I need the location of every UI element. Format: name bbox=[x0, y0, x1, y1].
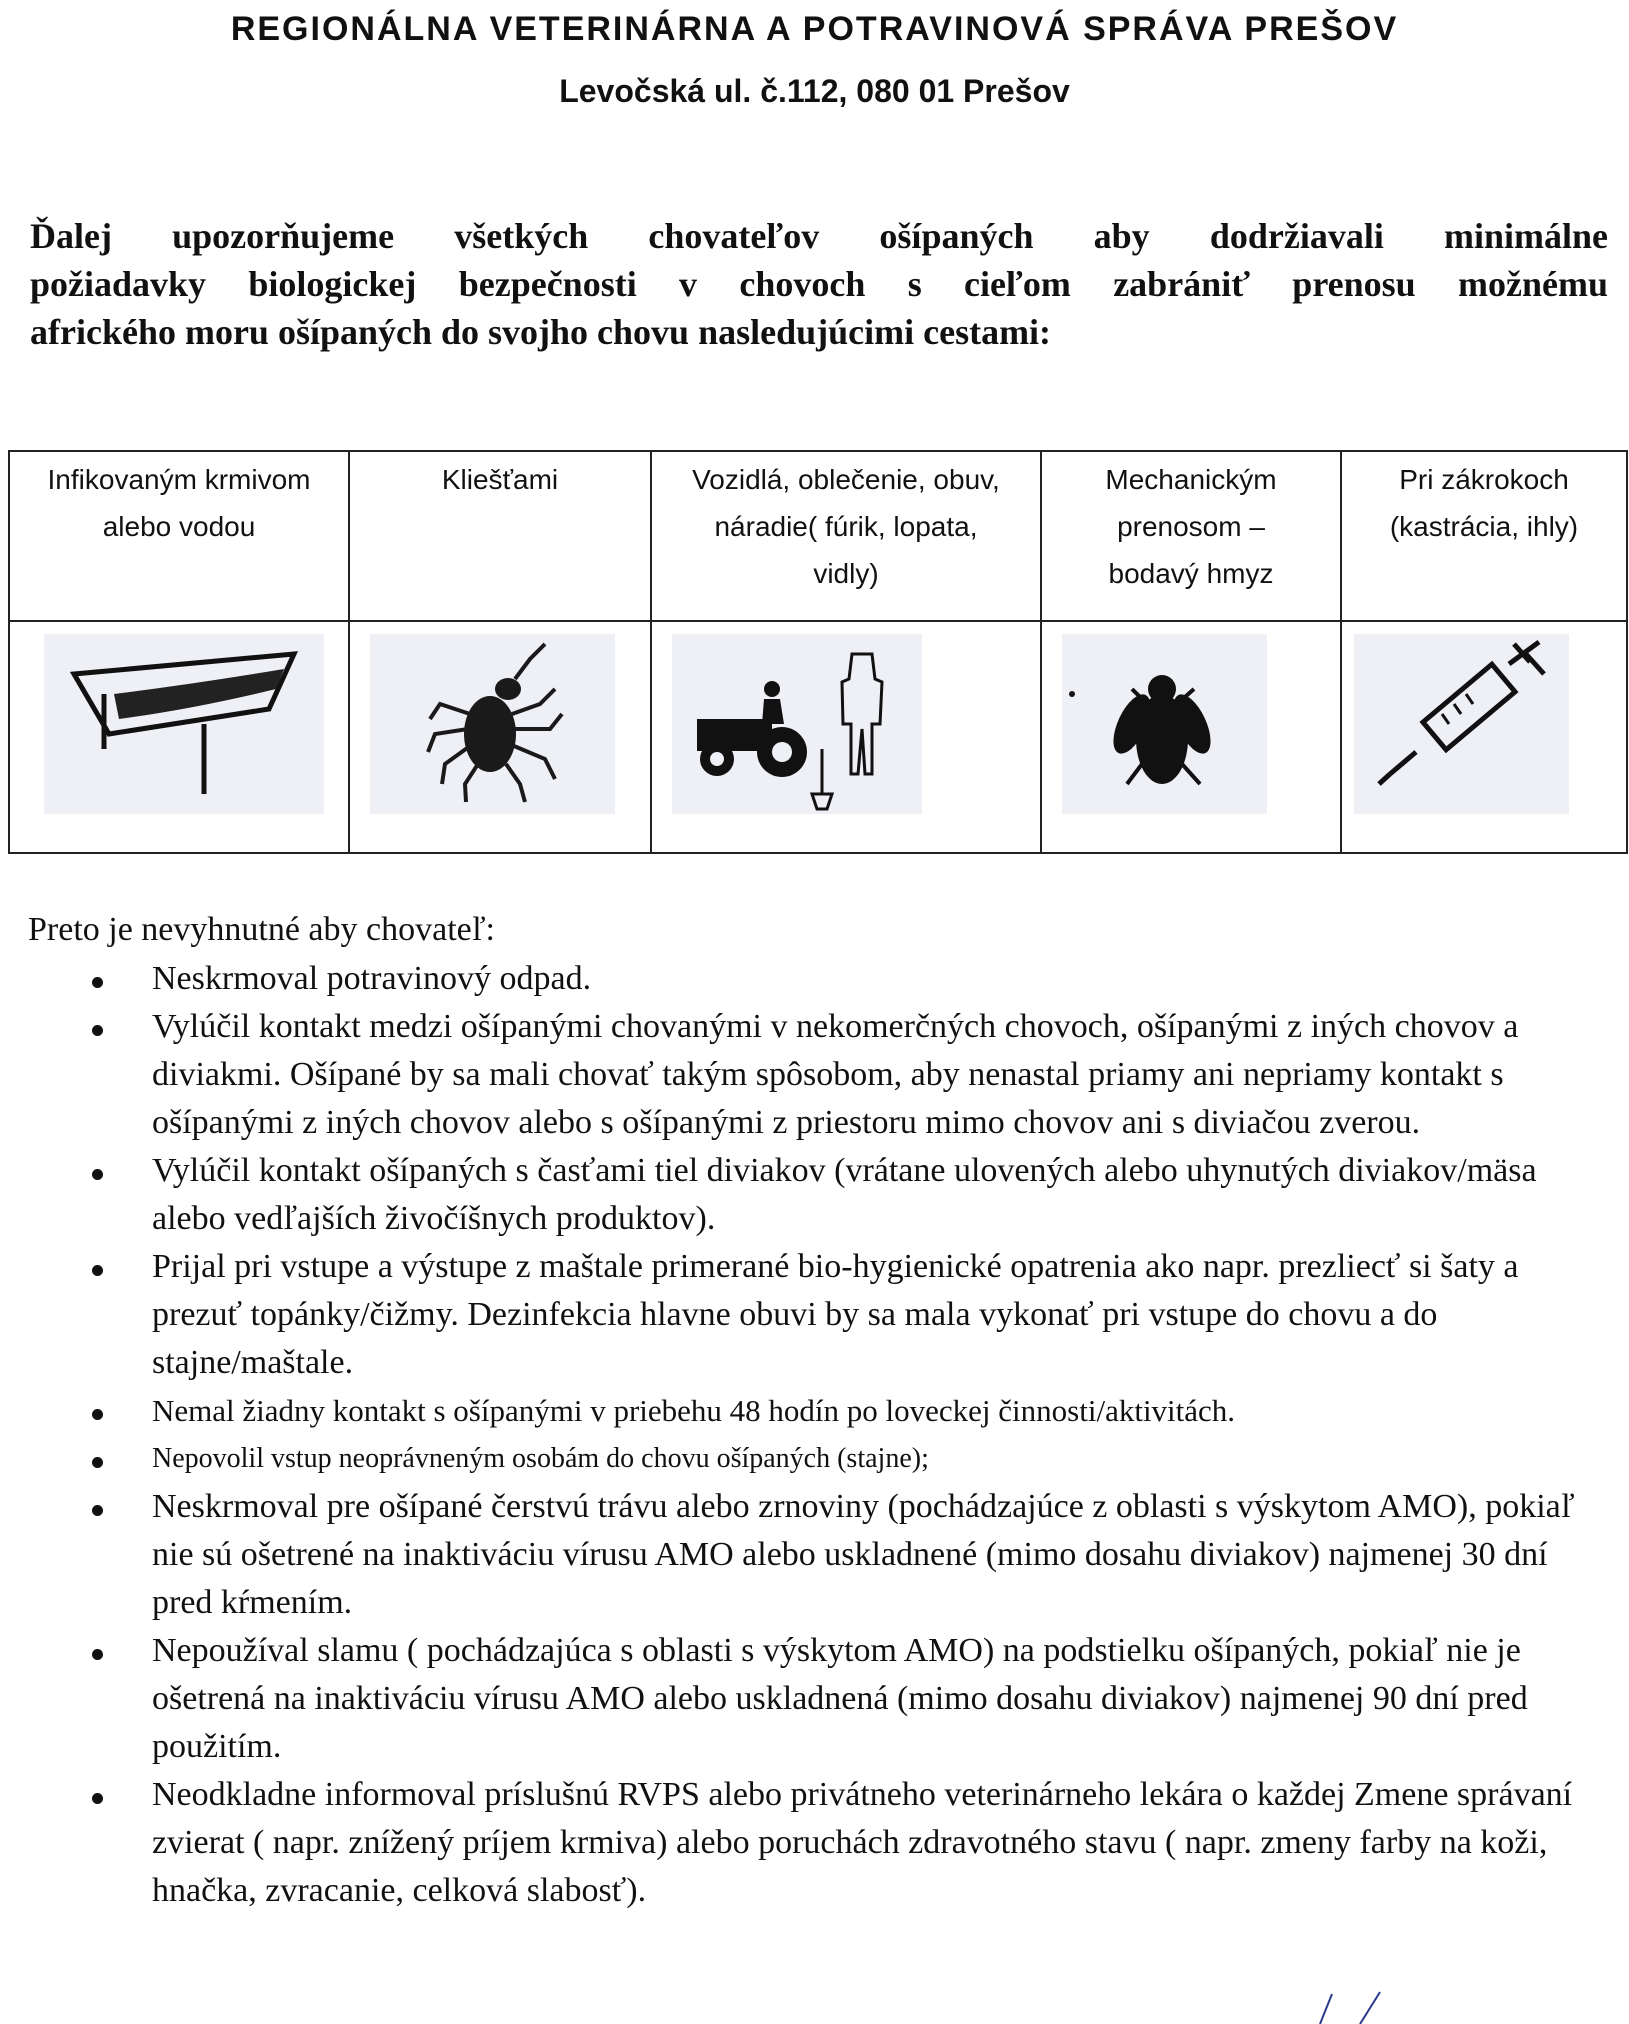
intro-line: Ďalej upozorňujeme všetkých chovateľov ošípaných aby dodržiavali minimálne bbox=[30, 216, 1608, 256]
route-icon-cell bbox=[9, 621, 349, 853]
tick-icon bbox=[370, 634, 615, 814]
requirements-lead: Preto je nevyhnutné aby chovateľ: bbox=[28, 911, 496, 948]
requirement-item: Prijal pri vstupe a výstupe z maštale primerané bio-hygienické opatrenia ako napr. prezliecť si šaty a prezuť topánky/čižmy. Dezinfekcia hlavne obuvi by sa mala vykonať pri vstupe do chovu a do stajne/maštale. bbox=[92, 1243, 1612, 1387]
route-icon-cell bbox=[1341, 621, 1627, 853]
route-icon-cell bbox=[1041, 621, 1341, 853]
route-cell bbox=[651, 451, 1041, 621]
requirement-item: Vylúčil kontakt medzi ošípanými chovanými v nekomerčných chovoch, ošípanými z iných chovov a diviakmi. Ošípané by sa mali chovať takým spôsobom, aby nenastal priamy ani nepriamy kontakt s ošípanými z iných chovov alebo s ošípanými z priestoru mimo chovov ani s diviačou zverou. bbox=[92, 1003, 1612, 1147]
organization-address: Levočská ul. č.112, 080 01 Prešov bbox=[559, 73, 1070, 109]
route-label: Infikovaným krmivom alebo vodou bbox=[47, 464, 311, 542]
route-label: Kliešťami bbox=[441, 464, 559, 495]
organization-name: REGIONÁLNA VETERINÁRNA A POTRAVINOVÁ SPRÁVA PREŠOV bbox=[230, 10, 1399, 48]
route-cell bbox=[1341, 451, 1627, 621]
route-cell bbox=[349, 451, 651, 621]
document-header bbox=[0, 6, 1629, 116]
route-icons-row bbox=[9, 621, 1627, 853]
intro-line: afrického moru ošípaných do svojho chovu nasledujúcimi cestami: bbox=[30, 312, 1052, 352]
route-label: Pri zákrokoch (kastrácia, ihly) bbox=[1389, 464, 1579, 542]
requirement-item: Vylúčil kontakt ošípaných s časťami tiel diviakov (vrátane ulovených alebo uhynutých diviakov/mäsa alebo vedľajších živočíšnych produktov). bbox=[92, 1147, 1612, 1243]
route-label: Vozidlá, oblečenie, obuv, náradie( fúrik, lopata, vidly) bbox=[692, 464, 1000, 589]
route-cell bbox=[9, 451, 349, 621]
route-cell bbox=[1041, 451, 1341, 621]
intro-line: požiadavky biologickej bezpečnosti v chovoch s cieľom zabrániť prenosu možnému bbox=[30, 264, 1608, 304]
signature-stroke bbox=[1300, 1990, 1440, 2024]
route-icon-cell bbox=[349, 621, 651, 853]
requirement-item: Neskrmoval pre ošípané čerstvú trávu alebo zrnoviny (pochádzajúce z oblasti s výskytom AMO), pokiaľ nie sú ošetrené na inaktiváciu vírusu AMO alebo uskladnené (mimo dosahu diviakov) najmenej 30 dní pred kŕmením. bbox=[92, 1483, 1612, 1627]
requirement-item: Nemal žiadny kontakt s ošípanými v priebehu 48 hodín po loveckej činnosti/aktivitách. bbox=[92, 1387, 1612, 1435]
route-labels-row bbox=[9, 451, 1627, 621]
intro-paragraph bbox=[30, 212, 1608, 356]
route-icon-cell bbox=[651, 621, 1041, 853]
transmission-routes-table bbox=[8, 450, 1628, 854]
requirement-item: Nepoužíval slamu ( pochádzajúca s oblasti s výskytom AMO) na podstielku ošípaných, pokiaľ nie je ošetrená na inaktiváciu vírusu AMO alebo uskladnená (mimo dosahu diviakov) najmenej 90 dní pred použitím. bbox=[92, 1627, 1612, 1771]
tractor-coverall-shovel-icon bbox=[672, 634, 922, 814]
syringe-icon bbox=[1354, 634, 1569, 814]
requirement-item: Neskrmoval potravinový odpad. bbox=[92, 955, 1612, 1003]
requirement-item: Neodkladne informoval príslušnú RVPS alebo privátneho veterinárneho lekára o každej Zmene správaní zvierat ( napr. znížený príjem krmiva) alebo poruchách zdravotného stavu ( napr. zmeny farby na koži, hnačka, zvracanie, celková slabosť). bbox=[92, 1771, 1612, 1915]
requirement-item: Nepovolil vstup neoprávneným osobám do chovu ošípaných (stajne); bbox=[92, 1435, 1612, 1483]
requirements-list bbox=[92, 955, 1612, 1915]
route-label: Mechanickým prenosom – bodavý hmyz bbox=[1105, 464, 1277, 589]
fly-icon bbox=[1062, 634, 1267, 814]
feeding-trough-icon bbox=[44, 634, 324, 814]
